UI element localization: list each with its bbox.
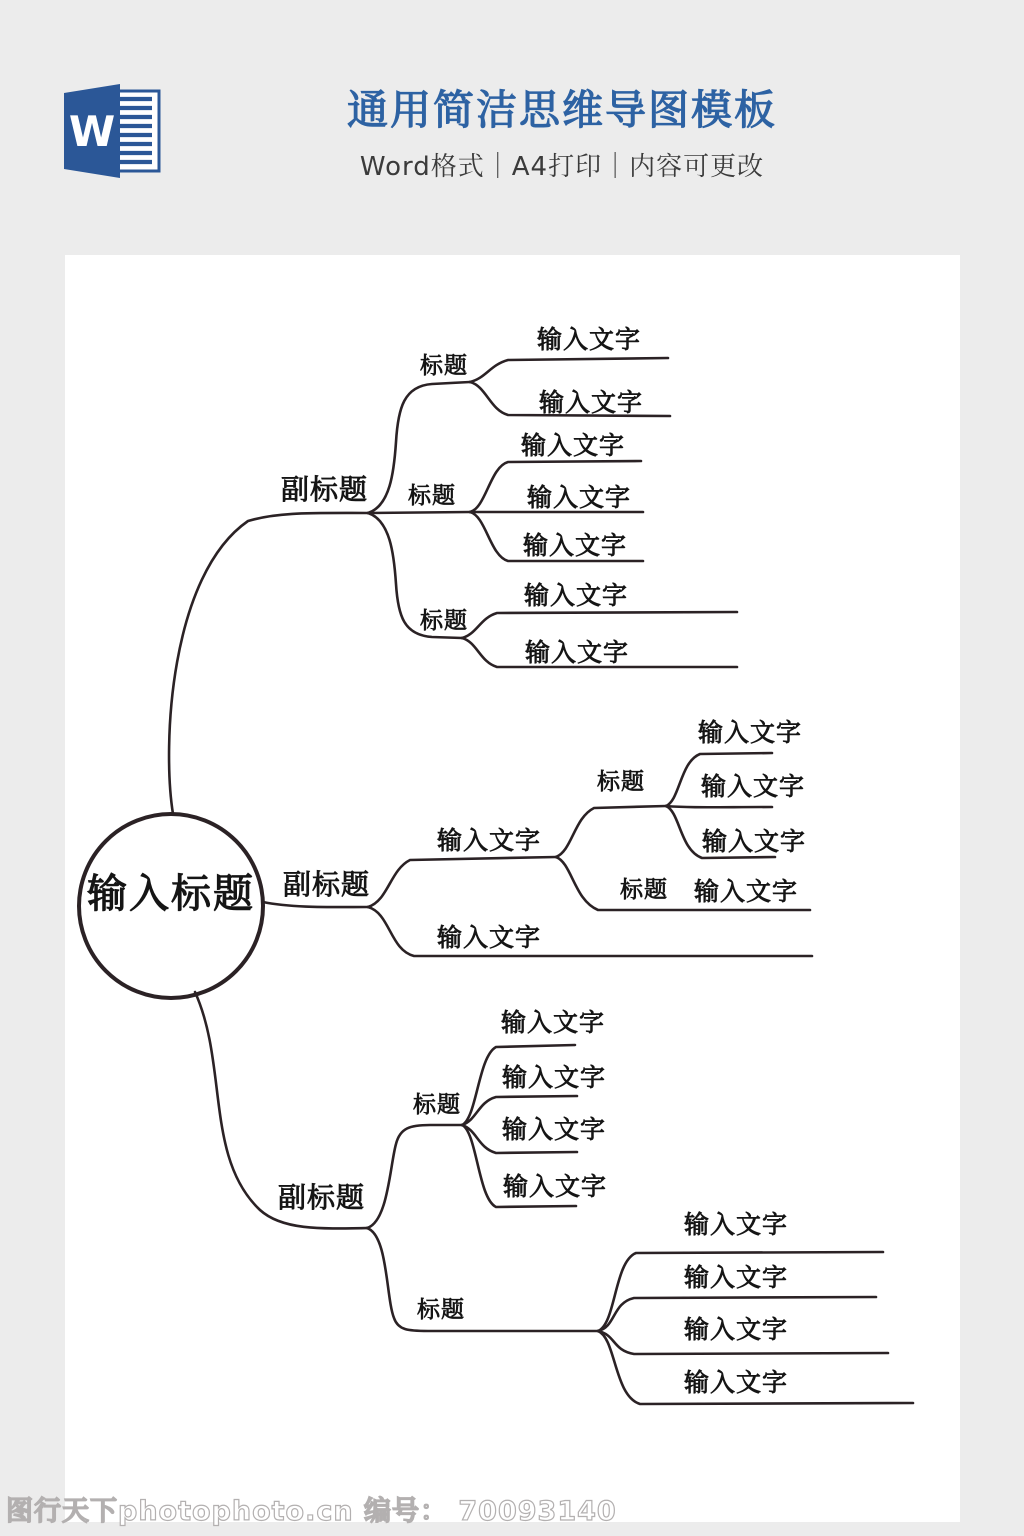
word-icon-letter: W	[68, 107, 116, 156]
title-node-label: 标题	[620, 877, 668, 903]
title-node-label: 标题	[413, 1092, 461, 1118]
subtitle-node-label: 副标题	[281, 473, 369, 506]
text-node-label: 输入文字	[684, 1315, 789, 1344]
text-node-label: 输入文字	[521, 431, 626, 460]
text-node-label: 输入文字	[437, 923, 542, 952]
text-node-label: 输入文字	[525, 638, 630, 667]
text-node-label: 输入文字	[684, 1210, 789, 1239]
text-node-label: 输入文字	[701, 772, 806, 801]
text-node-label: 输入文字	[502, 1063, 607, 1092]
text-node-label: 输入文字	[537, 325, 642, 354]
text-node-label: 输入文字	[527, 483, 632, 512]
subtitle-node-label: 副标题	[278, 1181, 366, 1214]
title-node-label: 标题	[597, 769, 645, 795]
central-topic-label: 输入标题	[87, 871, 255, 917]
text-node-label: 输入文字	[698, 718, 803, 747]
text-node-label: 输入文字	[524, 581, 629, 610]
title-node-label: 标题	[408, 483, 456, 509]
page-subtitle: Word格式｜A4打印｜内容可更改	[359, 152, 765, 183]
text-node-label: 输入文字	[523, 531, 628, 560]
text-node-label: 输入文字	[503, 1172, 608, 1201]
text-node-label: 输入文字	[702, 827, 807, 856]
text-node-label: 输入文字	[684, 1368, 789, 1397]
text-node-label: 输入文字	[437, 826, 542, 855]
title-node-label: 标题	[420, 608, 468, 634]
text-node-label: 输入文字	[694, 877, 799, 906]
watermark-text: 图行天下photophoto.cn 编号： 70093140	[6, 1496, 617, 1527]
text-node-label: 输入文字	[684, 1263, 789, 1292]
text-node-label: 输入文字	[502, 1115, 607, 1144]
connector-lines	[169, 358, 913, 1404]
page-title: 通用简洁思维导图模板	[347, 86, 777, 134]
text-node-label: 输入文字	[501, 1008, 606, 1037]
subtitle-node-label: 副标题	[283, 868, 371, 901]
text-node-label: 输入文字	[539, 388, 644, 417]
title-node-label: 标题	[417, 1297, 465, 1323]
title-node-label: 标题	[420, 353, 468, 379]
